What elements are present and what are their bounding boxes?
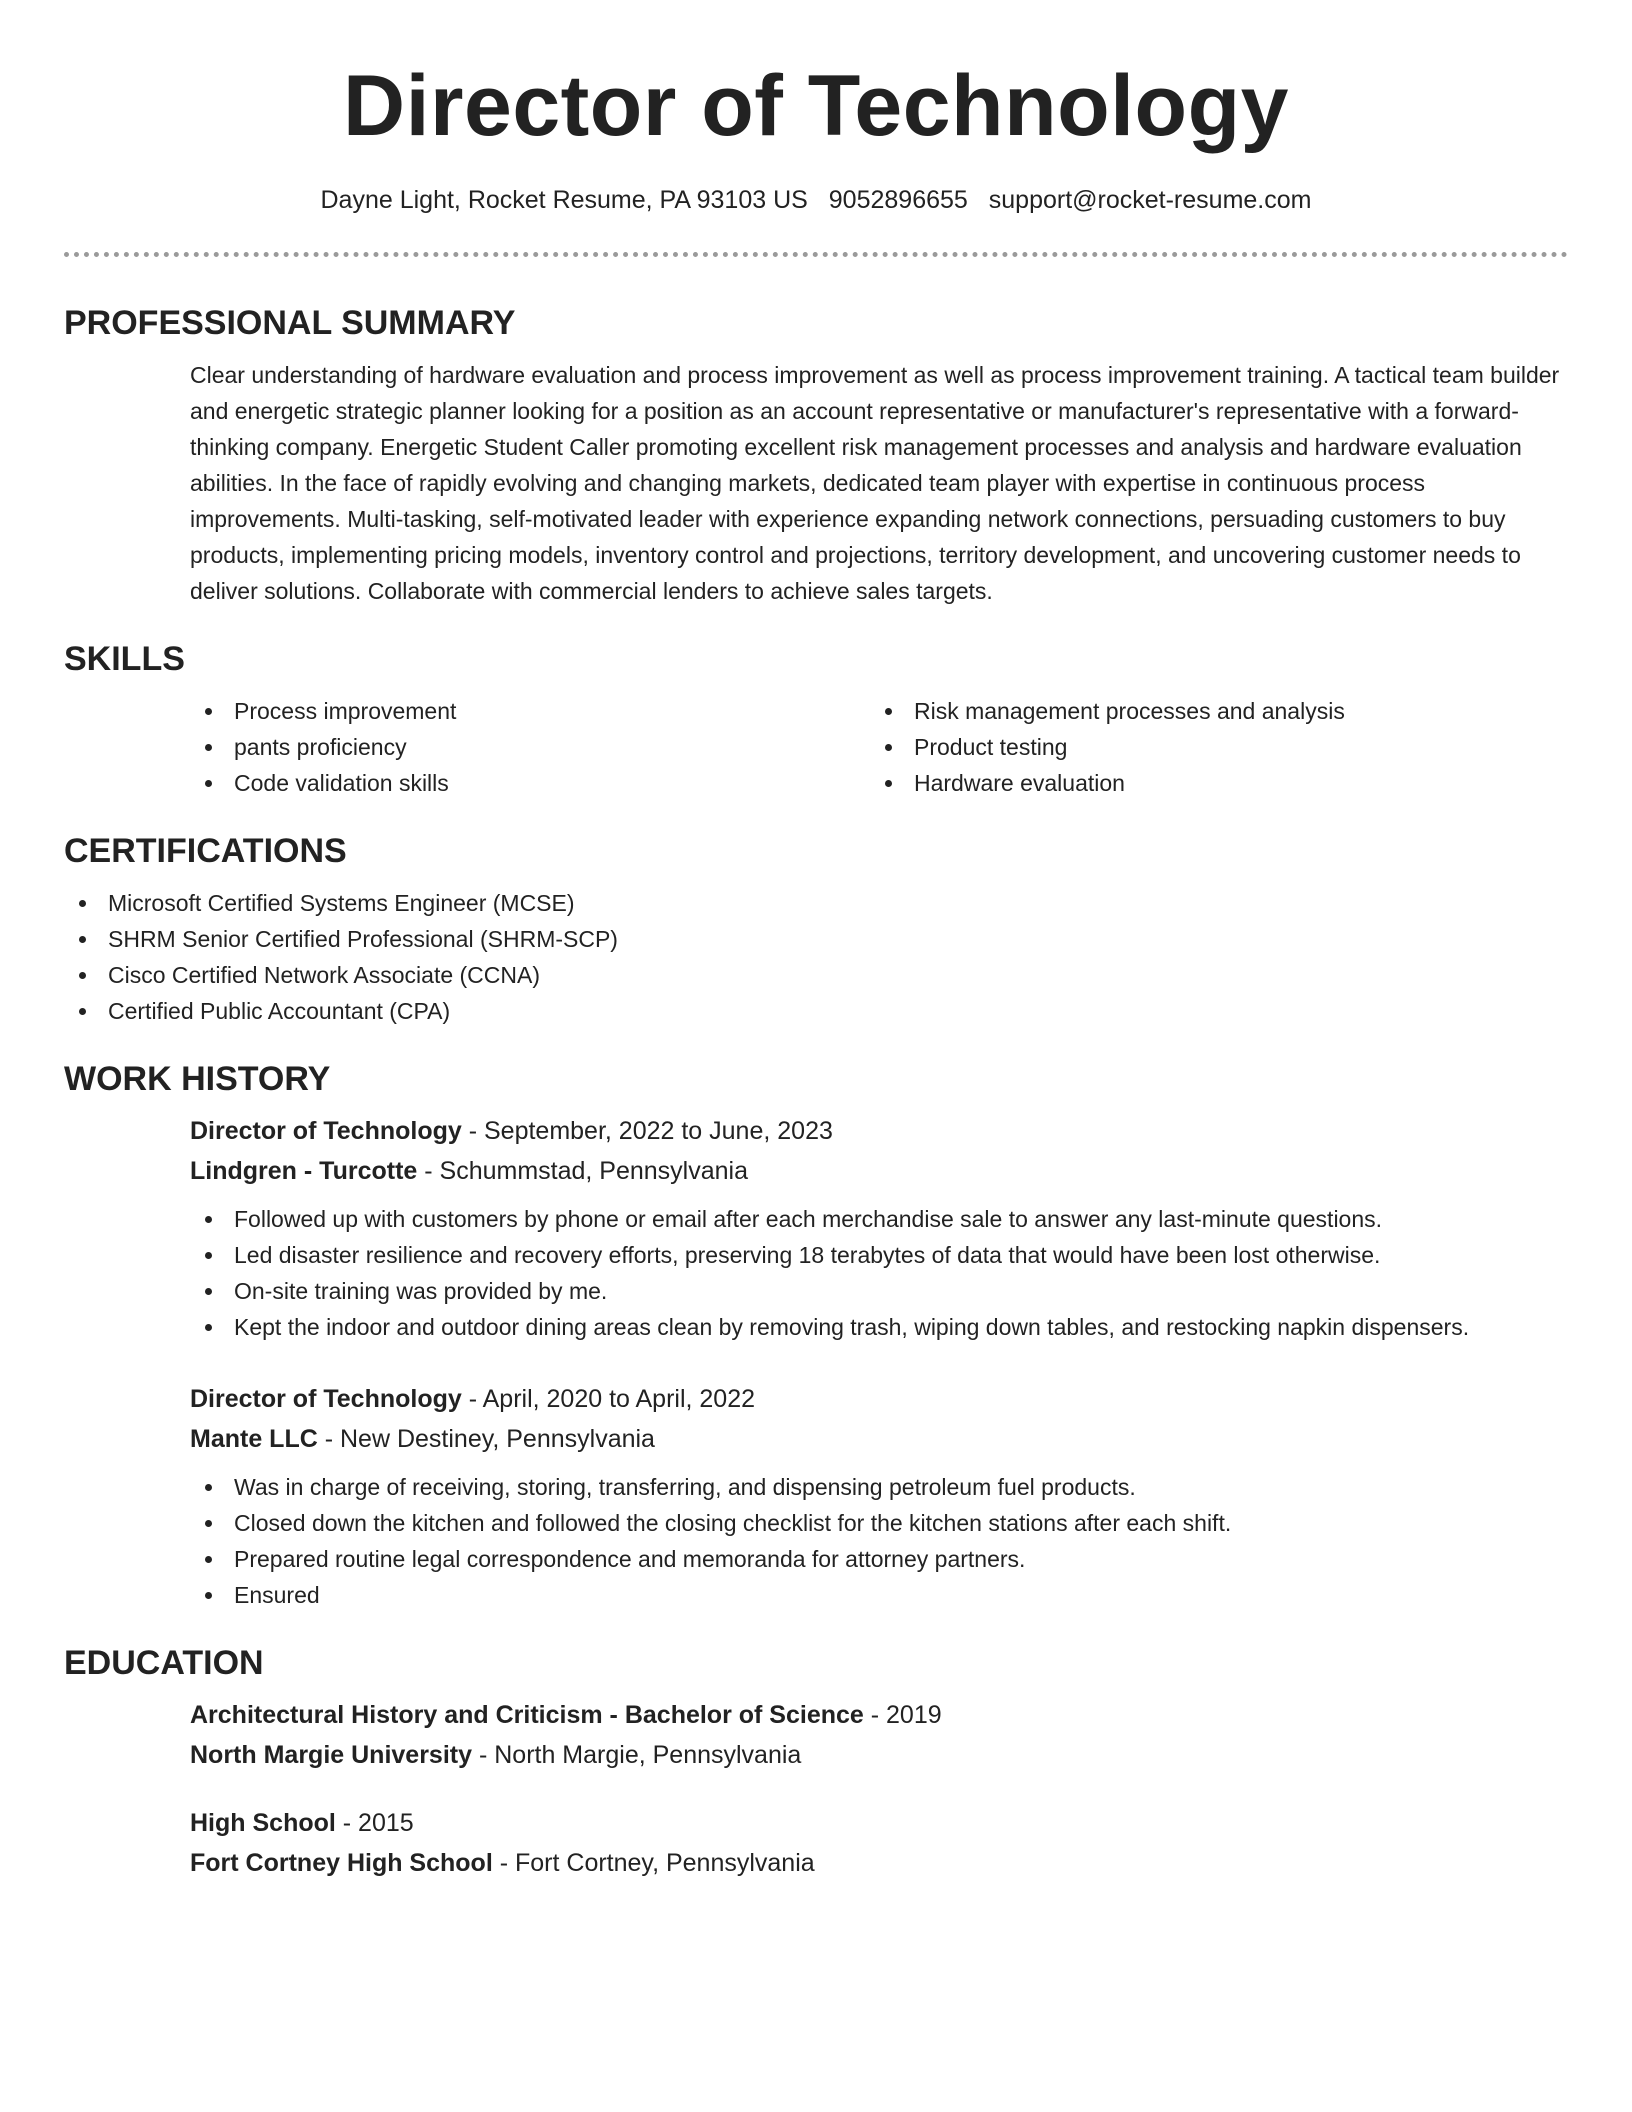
skills-heading: SKILLS — [64, 640, 185, 678]
education-year: - 2015 — [335, 1809, 414, 1837]
job-entry — [190, 1111, 1568, 1345]
education-entry — [190, 1803, 1568, 1883]
education-location: - Fort Cortney, Pennsylvania — [492, 1849, 815, 1877]
certification-item: Cisco Certified Network Associate (CCNA) — [64, 957, 1568, 993]
job-bullet: Followed up with customers by phone or email after each merchandise sale to answer any last-minute questions. — [190, 1201, 1568, 1237]
skill-item: pants proficiency — [190, 729, 870, 765]
header-divider — [64, 252, 1568, 257]
education-school-line — [190, 1735, 1568, 1775]
education-location: - North Margie, Pennsylvania — [472, 1741, 802, 1769]
job-bullet: Led disaster resilience and recovery efforts, preserving 18 terabytes of data that would have been lost otherwise. — [190, 1237, 1568, 1273]
certifications-list — [64, 885, 1568, 1029]
job-company: Mante LLC — [190, 1425, 318, 1453]
page-title: Director of Technology — [343, 58, 1289, 154]
bullet-icon — [205, 1216, 212, 1223]
certification-item: SHRM Senior Certified Professional (SHRM-SCP) — [64, 921, 1568, 957]
bullet-icon — [79, 1008, 86, 1015]
education-degree-line — [190, 1803, 1568, 1843]
education-degree-line — [190, 1695, 1568, 1735]
job-bullet: Kept the indoor and outdoor dining areas clean by removing trash, wiping down tables, and restocking napkin dispensers. — [190, 1309, 1568, 1345]
bullet-icon — [205, 1592, 212, 1599]
skills-column-left — [190, 693, 870, 801]
skill-item: Risk management processes and analysis — [870, 693, 1550, 729]
bullet-icon — [205, 1520, 212, 1527]
skill-item: Code validation skills — [190, 765, 870, 801]
bullet-icon — [205, 744, 212, 751]
job-bullet: Prepared routine legal correspondence and memoranda for attorney partners. — [190, 1541, 1568, 1577]
certification-item: Certified Public Accountant (CPA) — [64, 993, 1568, 1029]
job-location: - New Destiney, Pennsylvania — [317, 1425, 655, 1453]
skills-section — [64, 639, 1568, 801]
summary-section — [64, 303, 1568, 609]
bullet-icon — [79, 972, 86, 979]
job-bullet: Ensured — [190, 1577, 1568, 1613]
job-location: - Schummstad, Pennsylvania — [417, 1157, 748, 1185]
bullet-icon — [205, 1252, 212, 1259]
education-school-line — [190, 1843, 1568, 1883]
job-title-line — [190, 1111, 1568, 1151]
bullet-icon — [885, 708, 892, 715]
education-degree: Architectural History and Criticism - Bachelor of Science — [190, 1701, 864, 1729]
job-dates: - April, 2020 to April, 2022 — [461, 1385, 756, 1413]
certifications-heading: CERTIFICATIONS — [64, 832, 347, 870]
job-company-line — [190, 1151, 1568, 1191]
education-degree: High School — [190, 1809, 336, 1837]
job-title: Director of Technology — [190, 1385, 462, 1413]
contact-email: support@rocket-resume.com — [988, 186, 1312, 214]
education-entry — [190, 1695, 1568, 1775]
job-bullets — [190, 1469, 1568, 1613]
summary-text: Clear understanding of hardware evaluation and process improvement as well as process improvement training. A tactical team builder and energetic strategic planner looking for a position as an account representative or manufacturer's representative with a forward-thinking company. Energetic Student Caller promoting excellent risk management processes and analysis and hardware evaluation abilities. In the face of rapidly evolving and changing markets, dedicated team player with expertise in continuous process improvements. Multi-tasking, self-motivated leader with experience expanding network connections, persuading customers to buy products, implementing pricing models, inventory control and projections, territory development, and uncovering customer needs to deliver solutions. Collaborate with commercial lenders to achieve sales targets. — [190, 362, 1560, 604]
certification-item: Microsoft Certified Systems Engineer (MCSE) — [64, 885, 1568, 921]
contact-line — [64, 184, 1568, 216]
skills-column-right — [870, 693, 1550, 801]
education-year: - 2019 — [863, 1701, 942, 1729]
job-entry — [190, 1379, 1568, 1613]
job-bullet: Was in charge of receiving, storing, transferring, and dispensing petroleum fuel products. — [190, 1469, 1568, 1505]
skill-item: Hardware evaluation — [870, 765, 1550, 801]
job-title-line — [190, 1379, 1568, 1419]
contact-phone: 9052896655 — [828, 186, 968, 214]
education-heading: EDUCATION — [64, 1644, 264, 1682]
skill-item: Product testing — [870, 729, 1550, 765]
work-history-section — [64, 1059, 1568, 1613]
job-title: Director of Technology — [190, 1117, 462, 1145]
job-dates: - September, 2022 to June, 2023 — [461, 1117, 833, 1145]
education-section — [64, 1643, 1568, 1883]
certifications-section — [64, 831, 1568, 1029]
job-bullet: Closed down the kitchen and followed the closing checklist for the kitchen stations after each shift. — [190, 1505, 1568, 1541]
bullet-icon — [205, 780, 212, 787]
bullet-icon — [205, 1556, 212, 1563]
job-company: Lindgren - Turcotte — [190, 1157, 418, 1185]
skill-item: Process improvement — [190, 693, 870, 729]
education-school: Fort Cortney High School — [190, 1849, 493, 1877]
job-company-line — [190, 1419, 1568, 1459]
bullet-icon — [205, 1484, 212, 1491]
summary-heading: PROFESSIONAL SUMMARY — [64, 304, 516, 342]
work-history-heading: WORK HISTORY — [64, 1060, 331, 1098]
job-bullets — [190, 1201, 1568, 1345]
contact-address: Dayne Light, Rocket Resume, PA 93103 US — [320, 186, 808, 214]
bullet-icon — [205, 708, 212, 715]
bullet-icon — [885, 780, 892, 787]
bullet-icon — [79, 900, 86, 907]
bullet-icon — [79, 936, 86, 943]
bullet-icon — [205, 1324, 212, 1331]
bullet-icon — [205, 1288, 212, 1295]
skills-list — [190, 693, 1568, 801]
job-bullet: On-site training was provided by me. — [190, 1273, 1568, 1309]
education-school: North Margie University — [190, 1741, 473, 1769]
bullet-icon — [885, 744, 892, 751]
